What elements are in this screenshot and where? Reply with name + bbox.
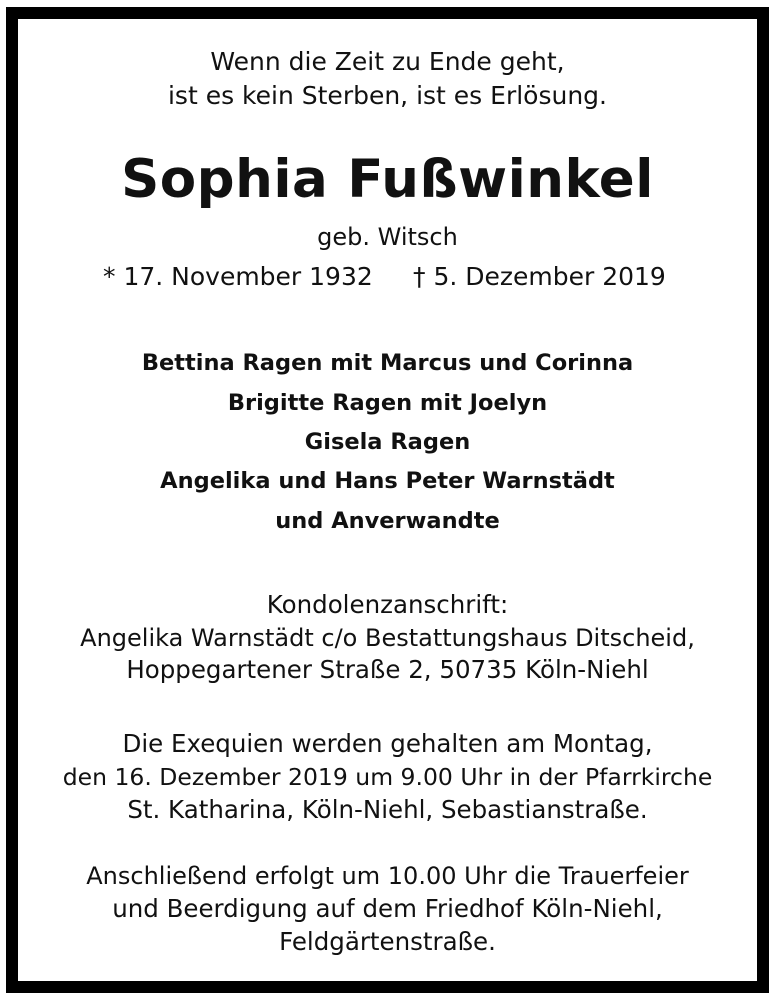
mourner-line-1: Bettina Ragen mit Marcus und Corinna xyxy=(141,350,634,376)
burial-line-2: und Beerdigung auf dem Friedhof Köln-Niehl, xyxy=(112,894,663,923)
burial-line-3: Feldgärtenstraße. xyxy=(279,927,496,956)
deceased-name: Sophia Fußwinkel xyxy=(121,149,654,210)
mourner-line-3: Gisela Ragen xyxy=(304,429,471,455)
mourner-line-2: Brigitte Ragen mit Joelyn xyxy=(227,390,548,416)
motto-line-1: Wenn die Zeit zu Ende geht, xyxy=(210,47,565,76)
mourner-line-4: Angelika und Hans Peter Warnstädt xyxy=(160,468,615,494)
exequies-line-2: den 16. Dezember 2019 um 9.00 Uhr in der Pfarrkirche xyxy=(62,763,713,791)
life-dates xyxy=(0,260,775,294)
burial-line-1: Anschließend erfolgt um 10.00 Uhr die Trauerfeier xyxy=(86,862,689,890)
death-date: † 5. Dezember 2019 xyxy=(413,262,666,291)
birth-date: * 17. November 1932 xyxy=(103,262,373,291)
exequies-line-1: Die Exequien werden gehalten am Montag, xyxy=(122,729,653,758)
condolence-line-1: Angelika Warnstädt c/o Bestattungshaus Ditscheid, xyxy=(80,624,695,652)
motto-line-2: ist es kein Sterben, ist es Erlösung. xyxy=(167,81,607,110)
condolence-heading: Kondolenzanschrift: xyxy=(266,590,509,619)
condolence-line-2: Hoppegartener Straße 2, 50735 Köln-Niehl xyxy=(126,655,649,684)
exequies-line-3: St. Katharina, Köln-Niehl, Sebastianstraße. xyxy=(127,795,648,824)
mourner-line-5: und Anverwandte xyxy=(275,508,500,534)
birth-name: geb. Witsch xyxy=(317,223,458,251)
